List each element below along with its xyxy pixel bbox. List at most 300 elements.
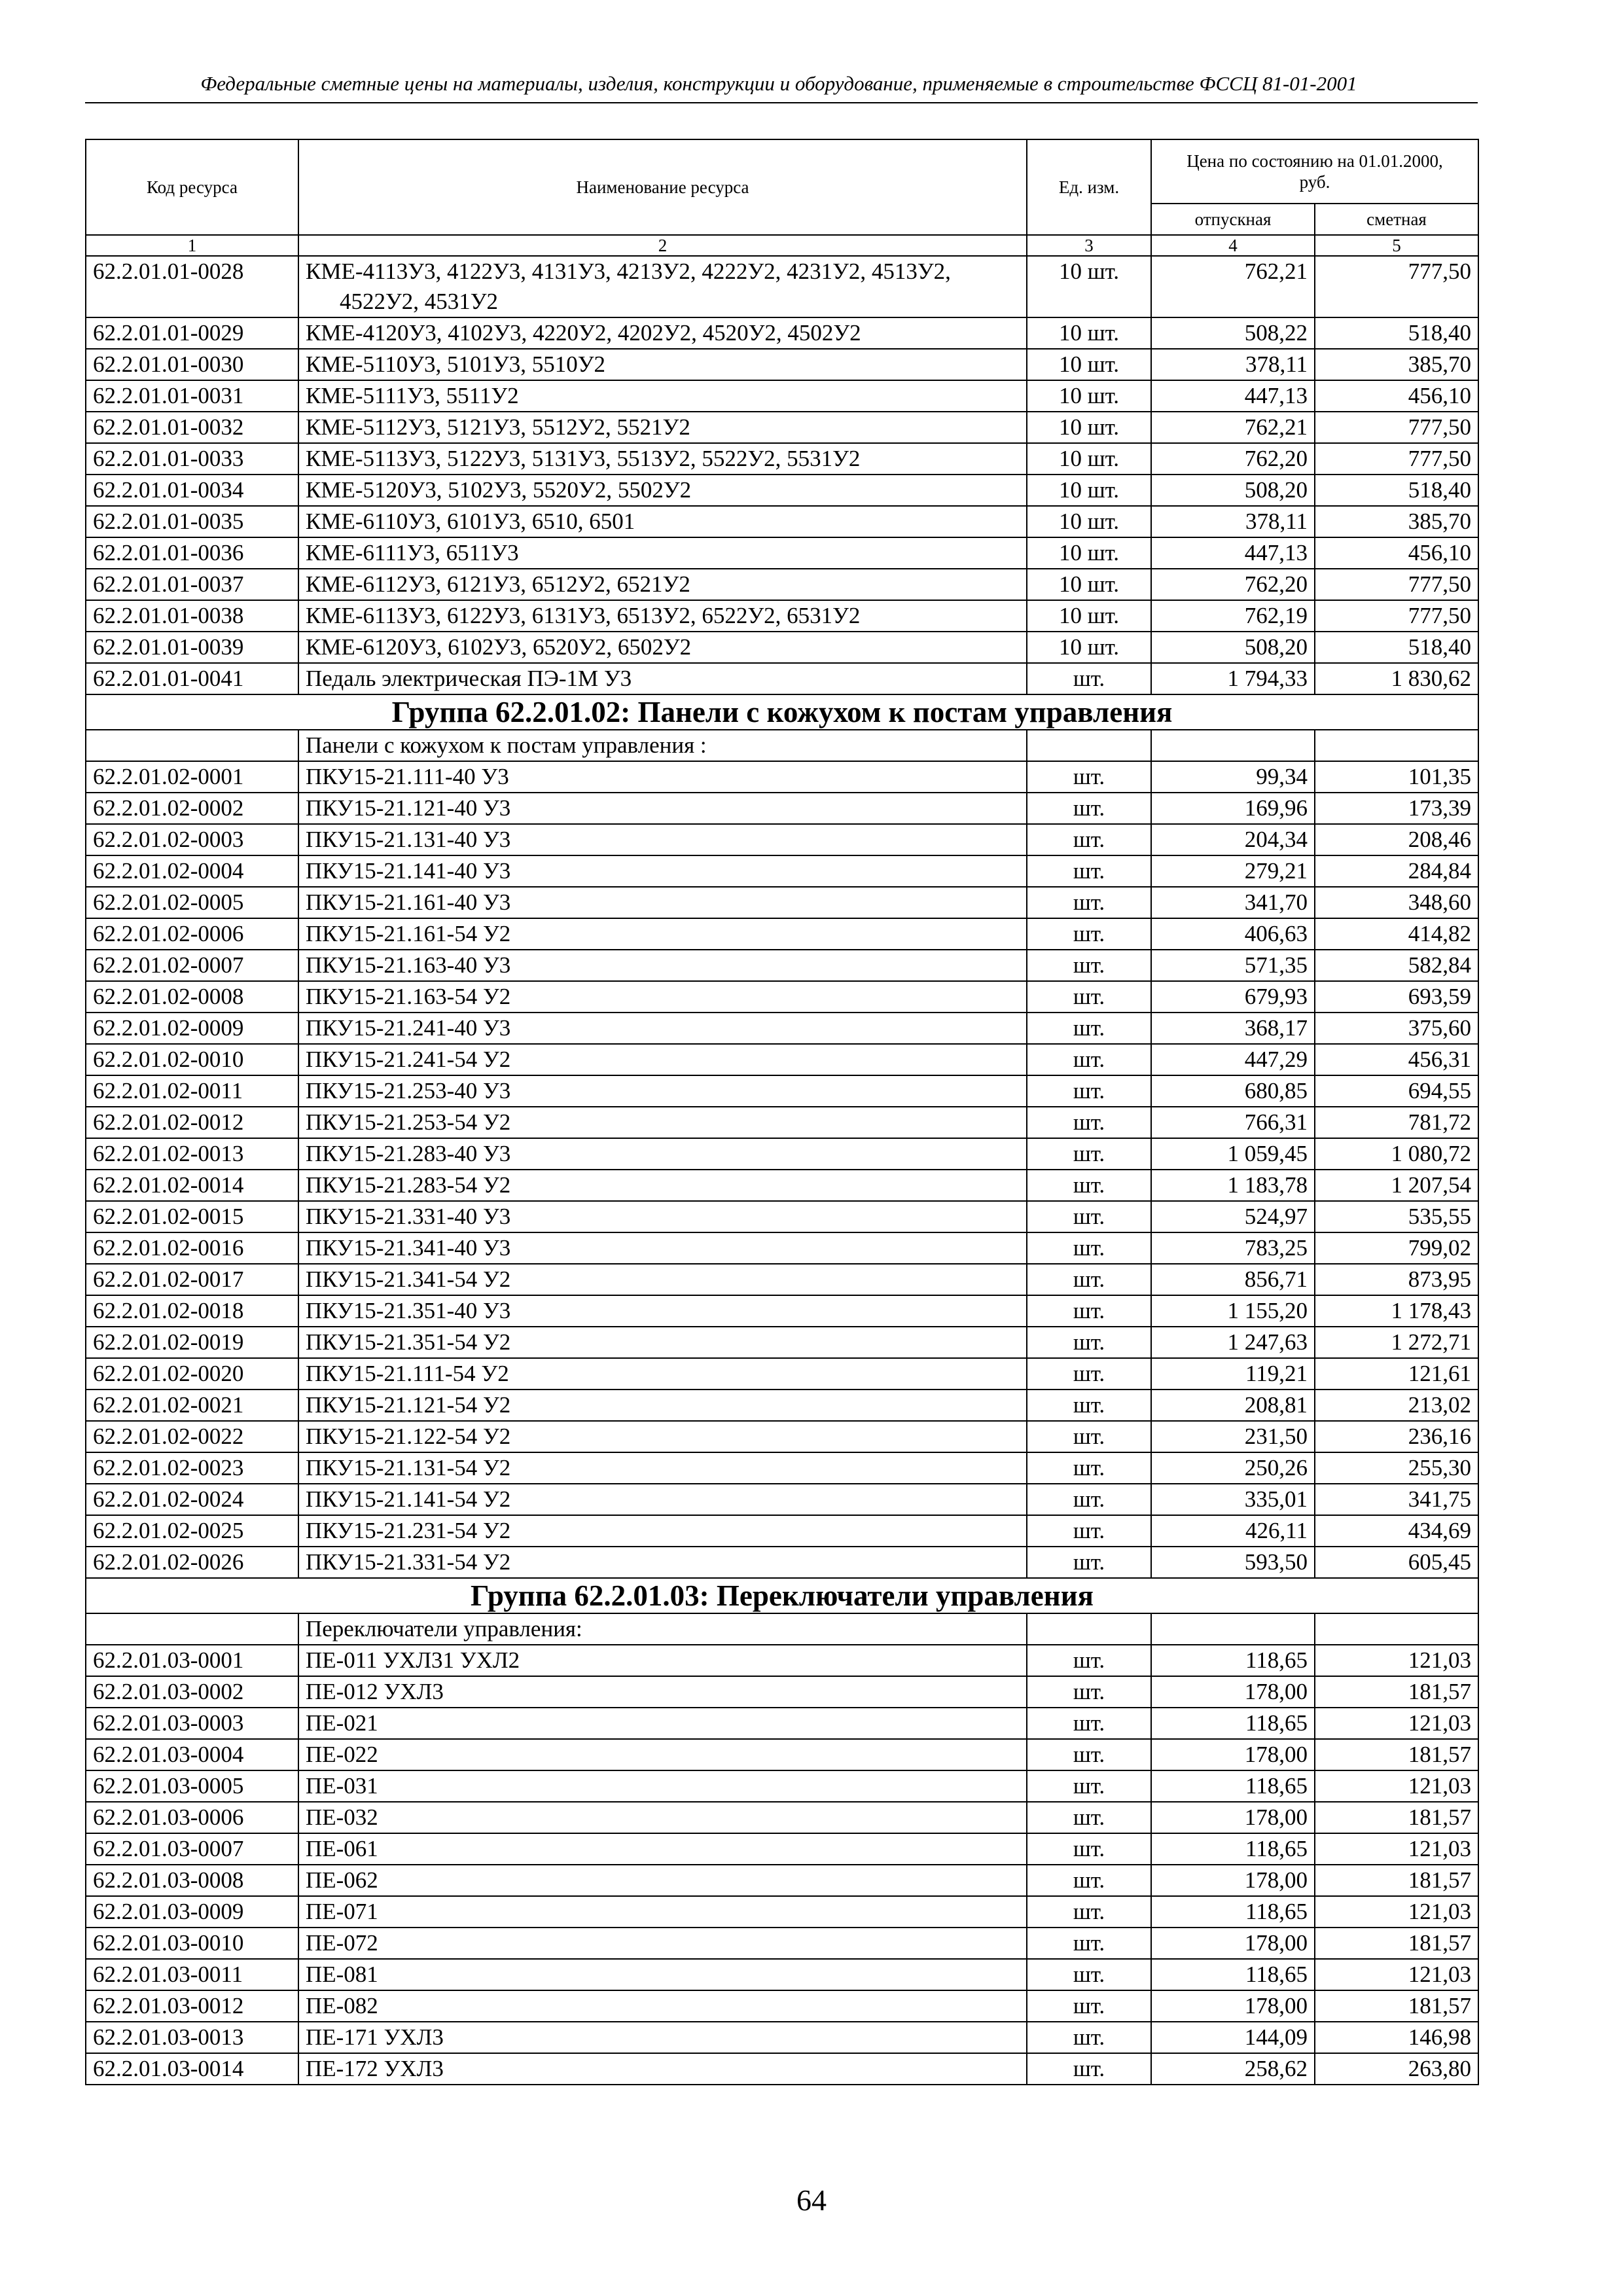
unit: шт. bbox=[1027, 1770, 1151, 1802]
estimate-price: 605,45 bbox=[1315, 1547, 1478, 1578]
resource-name-cell bbox=[298, 1928, 1027, 1959]
table-row bbox=[86, 349, 1478, 380]
resource-name-cell bbox=[298, 600, 1027, 632]
table-row bbox=[86, 443, 1478, 475]
unit: шт. bbox=[1027, 1295, 1151, 1327]
unit: шт. bbox=[1027, 2053, 1151, 2085]
resource-name-cell bbox=[298, 1044, 1027, 1075]
table-row bbox=[86, 793, 1478, 824]
resource-name-cell bbox=[298, 1896, 1027, 1928]
estimate-price: 1 272,71 bbox=[1315, 1327, 1478, 1358]
table-row bbox=[86, 1327, 1478, 1358]
unit: шт. bbox=[1027, 918, 1151, 950]
header-rule bbox=[85, 102, 1478, 103]
estimate-price: 518,40 bbox=[1315, 475, 1478, 506]
header-release: отпускная bbox=[1151, 204, 1315, 235]
page-number: 64 bbox=[796, 2183, 827, 2217]
resource-code: 62.2.01.03-0003 bbox=[86, 1708, 298, 1739]
resource-code: 62.2.01.03-0007 bbox=[86, 1833, 298, 1865]
resource-name-cell bbox=[298, 412, 1027, 443]
release-price: 178,00 bbox=[1151, 1990, 1315, 2022]
unit: 10 шт. bbox=[1027, 506, 1151, 537]
estimate-price: 1 830,62 bbox=[1315, 663, 1478, 694]
resource-name: ПКУ15-21.161-54 У2 bbox=[306, 921, 511, 946]
release-price: 762,21 bbox=[1151, 256, 1315, 317]
release-price: 258,62 bbox=[1151, 2053, 1315, 2085]
table-row bbox=[86, 632, 1478, 663]
table-row bbox=[86, 1770, 1478, 1802]
table-row bbox=[86, 1896, 1478, 1928]
unit: шт. bbox=[1027, 1013, 1151, 1044]
unit: шт. bbox=[1027, 1232, 1151, 1264]
resource-code: 62.2.01.01-0039 bbox=[86, 632, 298, 663]
unit: шт. bbox=[1027, 1358, 1151, 1390]
table-row bbox=[86, 1170, 1478, 1201]
column-number-row bbox=[86, 235, 1478, 256]
resource-code: 62.2.01.02-0010 bbox=[86, 1044, 298, 1075]
estimate-price: 236,16 bbox=[1315, 1421, 1478, 1452]
release-price: 762,21 bbox=[1151, 412, 1315, 443]
resource-name: КМЕ-6110У3, 6101У3, 6510, 6501 bbox=[306, 509, 635, 534]
table-row bbox=[86, 1107, 1478, 1138]
resource-name: ПКУ15-21.331-40 У3 bbox=[306, 1204, 511, 1229]
table-row bbox=[86, 380, 1478, 412]
table-row bbox=[86, 1264, 1478, 1295]
resource-name: ПКУ15-21.283-54 У2 bbox=[306, 1172, 511, 1198]
release-price: 118,65 bbox=[1151, 1896, 1315, 1928]
unit: шт. bbox=[1027, 1833, 1151, 1865]
table-row bbox=[86, 2022, 1478, 2053]
estimate-price: 781,72 bbox=[1315, 1107, 1478, 1138]
column-number: 1 bbox=[86, 235, 298, 256]
unit: шт. bbox=[1027, 1138, 1151, 1170]
unit: шт. bbox=[1027, 1928, 1151, 1959]
table-row bbox=[86, 918, 1478, 950]
estimate-price: 518,40 bbox=[1315, 317, 1478, 349]
resource-code: 62.2.01.02-0005 bbox=[86, 887, 298, 918]
release-price: 99,34 bbox=[1151, 761, 1315, 793]
resource-code: 62.2.01.01-0029 bbox=[86, 317, 298, 349]
resource-code: 62.2.01.03-0010 bbox=[86, 1928, 298, 1959]
resource-code: 62.2.01.02-0006 bbox=[86, 918, 298, 950]
resource-name-cell bbox=[298, 663, 1027, 694]
estimate-price: 777,50 bbox=[1315, 256, 1478, 317]
resource-name-cell bbox=[298, 317, 1027, 349]
resource-name: КМЕ-6120У3, 6102У3, 6520У2, 6502У2 bbox=[306, 634, 692, 660]
resource-name: ПЕ-072 bbox=[306, 1930, 378, 1956]
resource-code: 62.2.01.03-0013 bbox=[86, 2022, 298, 2053]
resource-name-cell bbox=[298, 1484, 1027, 1515]
table-row bbox=[86, 887, 1478, 918]
estimate-price: 385,70 bbox=[1315, 506, 1478, 537]
resource-name-cell bbox=[298, 1959, 1027, 1990]
unit: шт. bbox=[1027, 855, 1151, 887]
resource-name: ПКУ15-21.121-54 У2 bbox=[306, 1392, 511, 1418]
estimate-price: 456,10 bbox=[1315, 380, 1478, 412]
estimate-price: 414,82 bbox=[1315, 918, 1478, 950]
resource-code: 62.2.01.03-0009 bbox=[86, 1896, 298, 1928]
resource-name: ПКУ15-21.122-54 У2 bbox=[306, 1424, 511, 1449]
resource-name-cell bbox=[298, 475, 1027, 506]
unit: 10 шт. bbox=[1027, 412, 1151, 443]
group-subtitle-row bbox=[86, 730, 1478, 761]
resource-code: 62.2.01.01-0031 bbox=[86, 380, 298, 412]
release-price: 231,50 bbox=[1151, 1421, 1315, 1452]
resource-name: ПКУ15-21.141-40 У3 bbox=[306, 858, 511, 884]
estimate-price: 146,98 bbox=[1315, 2022, 1478, 2053]
unit: 10 шт. bbox=[1027, 256, 1151, 317]
resource-code: 62.2.01.03-0001 bbox=[86, 1645, 298, 1676]
release-price: 856,71 bbox=[1151, 1264, 1315, 1295]
table-row bbox=[86, 1421, 1478, 1452]
resource-name-cell bbox=[298, 1138, 1027, 1170]
unit: шт. bbox=[1027, 1044, 1151, 1075]
table-row bbox=[86, 1708, 1478, 1739]
release-price: 118,65 bbox=[1151, 1645, 1315, 1676]
resource-name: Педаль электрическая ПЭ-1М У3 bbox=[306, 666, 632, 691]
subtitle-empty-cell bbox=[1027, 1613, 1151, 1645]
unit: шт. bbox=[1027, 1390, 1151, 1421]
release-price: 680,85 bbox=[1151, 1075, 1315, 1107]
group-title-row bbox=[86, 1578, 1478, 1613]
unit: шт. bbox=[1027, 887, 1151, 918]
resource-name: ПКУ15-21.131-54 У2 bbox=[306, 1455, 511, 1480]
resource-name-cell bbox=[298, 1201, 1027, 1232]
estimate-price: 693,59 bbox=[1315, 981, 1478, 1013]
estimate-price: 348,60 bbox=[1315, 887, 1478, 918]
unit: шт. bbox=[1027, 1708, 1151, 1739]
subtitle-empty-cell bbox=[1151, 730, 1315, 761]
column-number: 3 bbox=[1027, 235, 1151, 256]
release-price: 1 183,78 bbox=[1151, 1170, 1315, 1201]
resource-code: 62.2.01.01-0034 bbox=[86, 475, 298, 506]
table-row bbox=[86, 981, 1478, 1013]
unit: шт. bbox=[1027, 1990, 1151, 2022]
release-price: 508,22 bbox=[1151, 317, 1315, 349]
estimate-price: 121,61 bbox=[1315, 1358, 1478, 1390]
release-price: 178,00 bbox=[1151, 1865, 1315, 1896]
header-name: Наименование ресурса bbox=[298, 139, 1027, 235]
group-title-row bbox=[86, 694, 1478, 730]
resource-code: 62.2.01.02-0018 bbox=[86, 1295, 298, 1327]
table-row bbox=[86, 1547, 1478, 1578]
resource-name-cell bbox=[298, 1390, 1027, 1421]
table-row bbox=[86, 569, 1478, 600]
resource-name-cell bbox=[298, 443, 1027, 475]
resource-name-cell bbox=[298, 632, 1027, 663]
release-price: 378,11 bbox=[1151, 349, 1315, 380]
page-header: Федеральные сметные цены на материалы, изделия, конструкции и оборудование, применяемые в строительстве ФССЦ 81-01-2001 bbox=[200, 72, 1357, 95]
release-price: 1 247,63 bbox=[1151, 1327, 1315, 1358]
release-price: 118,65 bbox=[1151, 1833, 1315, 1865]
resource-code: 62.2.01.02-0009 bbox=[86, 1013, 298, 1044]
table-row bbox=[86, 1928, 1478, 1959]
unit: шт. bbox=[1027, 2022, 1151, 2053]
resource-name: КМЕ-5110У3, 5101У3, 5510У2 bbox=[306, 351, 606, 377]
release-price: 571,35 bbox=[1151, 950, 1315, 981]
table-row bbox=[86, 1865, 1478, 1896]
estimate-price: 121,03 bbox=[1315, 1833, 1478, 1865]
resource-code: 62.2.01.02-0004 bbox=[86, 855, 298, 887]
release-price: 118,65 bbox=[1151, 1959, 1315, 1990]
resource-name: ПКУ15-21.283-40 У3 bbox=[306, 1141, 511, 1166]
unit: 10 шт. bbox=[1027, 380, 1151, 412]
release-price: 204,34 bbox=[1151, 824, 1315, 855]
resource-name-cell bbox=[298, 256, 1027, 317]
table-row bbox=[86, 1358, 1478, 1390]
resource-name: ПЕ-062 bbox=[306, 1867, 378, 1893]
release-price: 119,21 bbox=[1151, 1358, 1315, 1390]
resource-name-cell bbox=[298, 349, 1027, 380]
resource-name: КМЕ-6111У3, 6511У3 bbox=[306, 540, 519, 565]
group-subtitle-row bbox=[86, 1613, 1478, 1645]
resource-name: ПКУ15-21.341-40 У3 bbox=[306, 1235, 511, 1261]
resource-code: 62.2.01.02-0024 bbox=[86, 1484, 298, 1515]
release-price: 178,00 bbox=[1151, 1739, 1315, 1770]
resource-name: КМЕ-6113У3, 6122У3, 6131У3, 6513У2, 6522У2, 6531У2 bbox=[306, 603, 861, 628]
resource-code: 62.2.01.02-0026 bbox=[86, 1547, 298, 1578]
table-row bbox=[86, 1802, 1478, 1833]
resource-name: ПКУ15-21.163-54 У2 bbox=[306, 984, 511, 1009]
resource-name-cell bbox=[298, 2053, 1027, 2085]
unit: 10 шт. bbox=[1027, 600, 1151, 632]
estimate-price: 456,31 bbox=[1315, 1044, 1478, 1075]
resource-name-cell bbox=[298, 887, 1027, 918]
group-title: Группа 62.2.01.02: Панели с кожухом к постам управления bbox=[86, 694, 1478, 730]
resource-name-cell bbox=[298, 1547, 1027, 1578]
unit: шт. bbox=[1027, 1484, 1151, 1515]
estimate-price: 694,55 bbox=[1315, 1075, 1478, 1107]
unit: шт. bbox=[1027, 1515, 1151, 1547]
table-row bbox=[86, 1645, 1478, 1676]
resource-code: 62.2.01.02-0003 bbox=[86, 824, 298, 855]
release-price: 447,13 bbox=[1151, 380, 1315, 412]
resource-name: ПКУ15-21.351-40 У3 bbox=[306, 1298, 511, 1323]
resource-name-cell bbox=[298, 1770, 1027, 1802]
resource-name: ПЕ-012 УХЛ3 bbox=[306, 1679, 444, 1704]
resource-name: ПКУ15-21.241-40 У3 bbox=[306, 1015, 511, 1041]
unit: шт. bbox=[1027, 1107, 1151, 1138]
column-number: 5 bbox=[1315, 235, 1478, 256]
resource-name-cell bbox=[298, 1452, 1027, 1484]
resource-code: 62.2.01.02-0002 bbox=[86, 793, 298, 824]
table-row bbox=[86, 1990, 1478, 2022]
release-price: 762,20 bbox=[1151, 443, 1315, 475]
resource-name-cell bbox=[298, 1107, 1027, 1138]
resource-code: 62.2.01.02-0011 bbox=[86, 1075, 298, 1107]
table-body bbox=[86, 235, 1478, 2085]
resource-name-cell bbox=[298, 1676, 1027, 1708]
resource-name-cell bbox=[298, 537, 1027, 569]
resource-name-cell bbox=[298, 1170, 1027, 1201]
resource-code: 62.2.01.03-0006 bbox=[86, 1802, 298, 1833]
resource-name: ПКУ15-21.131-40 У3 bbox=[306, 827, 511, 852]
resource-code: 62.2.01.02-0017 bbox=[86, 1264, 298, 1295]
resource-code: 62.2.01.01-0030 bbox=[86, 349, 298, 380]
estimate-price: 263,80 bbox=[1315, 2053, 1478, 2085]
table-row bbox=[86, 1484, 1478, 1515]
unit: шт. bbox=[1027, 793, 1151, 824]
unit: шт. bbox=[1027, 1421, 1151, 1452]
unit: шт. bbox=[1027, 1865, 1151, 1896]
resource-name-cell bbox=[298, 1645, 1027, 1676]
release-price: 679,93 bbox=[1151, 981, 1315, 1013]
table-row bbox=[86, 1676, 1478, 1708]
estimate-price: 213,02 bbox=[1315, 1390, 1478, 1421]
estimate-price: 341,75 bbox=[1315, 1484, 1478, 1515]
table-row bbox=[86, 1390, 1478, 1421]
release-price: 368,17 bbox=[1151, 1013, 1315, 1044]
resource-code: 62.2.01.02-0015 bbox=[86, 1201, 298, 1232]
release-price: 766,31 bbox=[1151, 1107, 1315, 1138]
column-number: 4 bbox=[1151, 235, 1315, 256]
resource-code: 62.2.01.02-0019 bbox=[86, 1327, 298, 1358]
release-price: 118,65 bbox=[1151, 1708, 1315, 1739]
estimate-price: 375,60 bbox=[1315, 1013, 1478, 1044]
table-row bbox=[86, 600, 1478, 632]
estimate-price: 873,95 bbox=[1315, 1264, 1478, 1295]
header-estimate: сметная bbox=[1315, 204, 1478, 235]
resource-name: ПКУ15-21.231-54 У2 bbox=[306, 1518, 511, 1543]
release-price: 508,20 bbox=[1151, 632, 1315, 663]
resource-code: 62.2.01.02-0020 bbox=[86, 1358, 298, 1390]
unit: шт. bbox=[1027, 824, 1151, 855]
resource-code: 62.2.01.01-0028 bbox=[86, 256, 298, 317]
resource-code: 62.2.01.02-0014 bbox=[86, 1170, 298, 1201]
unit: шт. bbox=[1027, 1170, 1151, 1201]
resource-name: ПЕ-081 bbox=[306, 1962, 378, 1987]
resource-name: ПКУ15-21.111-40 У3 bbox=[306, 764, 509, 789]
table-row bbox=[86, 1075, 1478, 1107]
table-row bbox=[86, 1044, 1478, 1075]
resource-code: 62.2.01.03-0004 bbox=[86, 1739, 298, 1770]
resource-name: ПЕ-022 bbox=[306, 1742, 378, 1767]
resource-code: 62.2.01.02-0025 bbox=[86, 1515, 298, 1547]
unit: 10 шт. bbox=[1027, 443, 1151, 475]
resource-name: ПКУ15-21.331-54 У2 bbox=[306, 1549, 511, 1575]
resource-name: КМЕ-5111У3, 5511У2 bbox=[306, 383, 519, 408]
estimate-price: 518,40 bbox=[1315, 632, 1478, 663]
resource-name-cell bbox=[298, 1075, 1027, 1107]
resource-name-cell bbox=[298, 918, 1027, 950]
unit: шт. bbox=[1027, 1547, 1151, 1578]
release-price: 783,25 bbox=[1151, 1232, 1315, 1264]
table-row bbox=[86, 537, 1478, 569]
unit: шт. bbox=[1027, 663, 1151, 694]
header-code: Код ресурса bbox=[86, 139, 298, 235]
unit: шт. bbox=[1027, 1327, 1151, 1358]
unit: шт. bbox=[1027, 761, 1151, 793]
resource-name-cell bbox=[298, 981, 1027, 1013]
unit: шт. bbox=[1027, 1201, 1151, 1232]
subtitle-empty-cell bbox=[86, 730, 298, 761]
resource-code: 62.2.01.03-0008 bbox=[86, 1865, 298, 1896]
table-row bbox=[86, 2053, 1478, 2085]
resource-name-cell bbox=[298, 1264, 1027, 1295]
resource-code: 62.2.01.01-0037 bbox=[86, 569, 298, 600]
resource-name-cell bbox=[298, 380, 1027, 412]
resource-name-cell bbox=[298, 1358, 1027, 1390]
release-price: 447,13 bbox=[1151, 537, 1315, 569]
column-number: 2 bbox=[298, 235, 1027, 256]
estimate-price: 777,50 bbox=[1315, 600, 1478, 632]
release-price: 524,97 bbox=[1151, 1201, 1315, 1232]
resource-name: КМЕ-5113У3, 5122У3, 5131У3, 5513У2, 5522У2, 5531У2 bbox=[306, 446, 861, 471]
estimate-price: 777,50 bbox=[1315, 412, 1478, 443]
header-price: Цена по состоянию на 01.01.2000, руб. bbox=[1151, 139, 1478, 204]
table-row bbox=[86, 855, 1478, 887]
estimate-price: 181,57 bbox=[1315, 1802, 1478, 1833]
estimate-price: 181,57 bbox=[1315, 1676, 1478, 1708]
subtitle-empty-cell bbox=[86, 1613, 298, 1645]
estimate-price: 181,57 bbox=[1315, 1865, 1478, 1896]
resource-code: 62.2.01.01-0033 bbox=[86, 443, 298, 475]
estimate-price: 181,57 bbox=[1315, 1928, 1478, 1959]
estimate-price: 777,50 bbox=[1315, 569, 1478, 600]
estimate-price: 181,57 bbox=[1315, 1990, 1478, 2022]
estimate-price: 1 207,54 bbox=[1315, 1170, 1478, 1201]
resource-name: КМЕ-5120У3, 5102У3, 5520У2, 5502У2 bbox=[306, 477, 692, 503]
table-row bbox=[86, 475, 1478, 506]
estimate-price: 121,03 bbox=[1315, 1896, 1478, 1928]
table-row bbox=[86, 1833, 1478, 1865]
estimate-price: 799,02 bbox=[1315, 1232, 1478, 1264]
resource-name-cell bbox=[298, 855, 1027, 887]
resource-name-cell bbox=[298, 1802, 1027, 1833]
table-row bbox=[86, 761, 1478, 793]
table-row bbox=[86, 1138, 1478, 1170]
release-price: 208,81 bbox=[1151, 1390, 1315, 1421]
release-price: 762,19 bbox=[1151, 600, 1315, 632]
resource-name: ПКУ15-21.121-40 У3 bbox=[306, 795, 511, 821]
resource-name: ПКУ15-21.351-54 У2 bbox=[306, 1329, 511, 1355]
unit: шт. bbox=[1027, 1676, 1151, 1708]
resource-name-cell bbox=[298, 1232, 1027, 1264]
resource-name-cell bbox=[298, 950, 1027, 981]
resource-name: ПЕ-061 bbox=[306, 1836, 378, 1861]
release-price: 447,29 bbox=[1151, 1044, 1315, 1075]
resource-code: 62.2.01.01-0032 bbox=[86, 412, 298, 443]
resource-name-cell bbox=[298, 1739, 1027, 1770]
resource-code: 62.2.01.03-0002 bbox=[86, 1676, 298, 1708]
resource-name-cell bbox=[298, 1515, 1027, 1547]
resource-name: КМЕ-6112У3, 6121У3, 6512У2, 6521У2 bbox=[306, 571, 690, 597]
table-row bbox=[86, 1232, 1478, 1264]
price-table bbox=[85, 139, 1479, 2085]
unit: 10 шт. bbox=[1027, 349, 1151, 380]
resource-code: 62.2.01.02-0023 bbox=[86, 1452, 298, 1484]
resource-code: 62.2.01.01-0035 bbox=[86, 506, 298, 537]
resource-name-cell bbox=[298, 569, 1027, 600]
release-price: 279,21 bbox=[1151, 855, 1315, 887]
table-row bbox=[86, 1515, 1478, 1547]
release-price: 178,00 bbox=[1151, 1676, 1315, 1708]
resource-code: 62.2.01.02-0021 bbox=[86, 1390, 298, 1421]
release-price: 335,01 bbox=[1151, 1484, 1315, 1515]
table-row bbox=[86, 950, 1478, 981]
unit: шт. bbox=[1027, 1264, 1151, 1295]
resource-name: ПКУ15-21.253-40 У3 bbox=[306, 1078, 511, 1103]
unit: шт. bbox=[1027, 1645, 1151, 1676]
resource-name: ПЕ-021 bbox=[306, 1710, 378, 1736]
resource-name: ПКУ15-21.161-40 У3 bbox=[306, 889, 511, 915]
resource-name-cell bbox=[298, 1013, 1027, 1044]
group-subtitle: Переключатели управления: bbox=[298, 1613, 1027, 1645]
resource-name-cell bbox=[298, 1295, 1027, 1327]
resource-name-cell bbox=[298, 1865, 1027, 1896]
estimate-price: 535,55 bbox=[1315, 1201, 1478, 1232]
table-row bbox=[86, 1201, 1478, 1232]
